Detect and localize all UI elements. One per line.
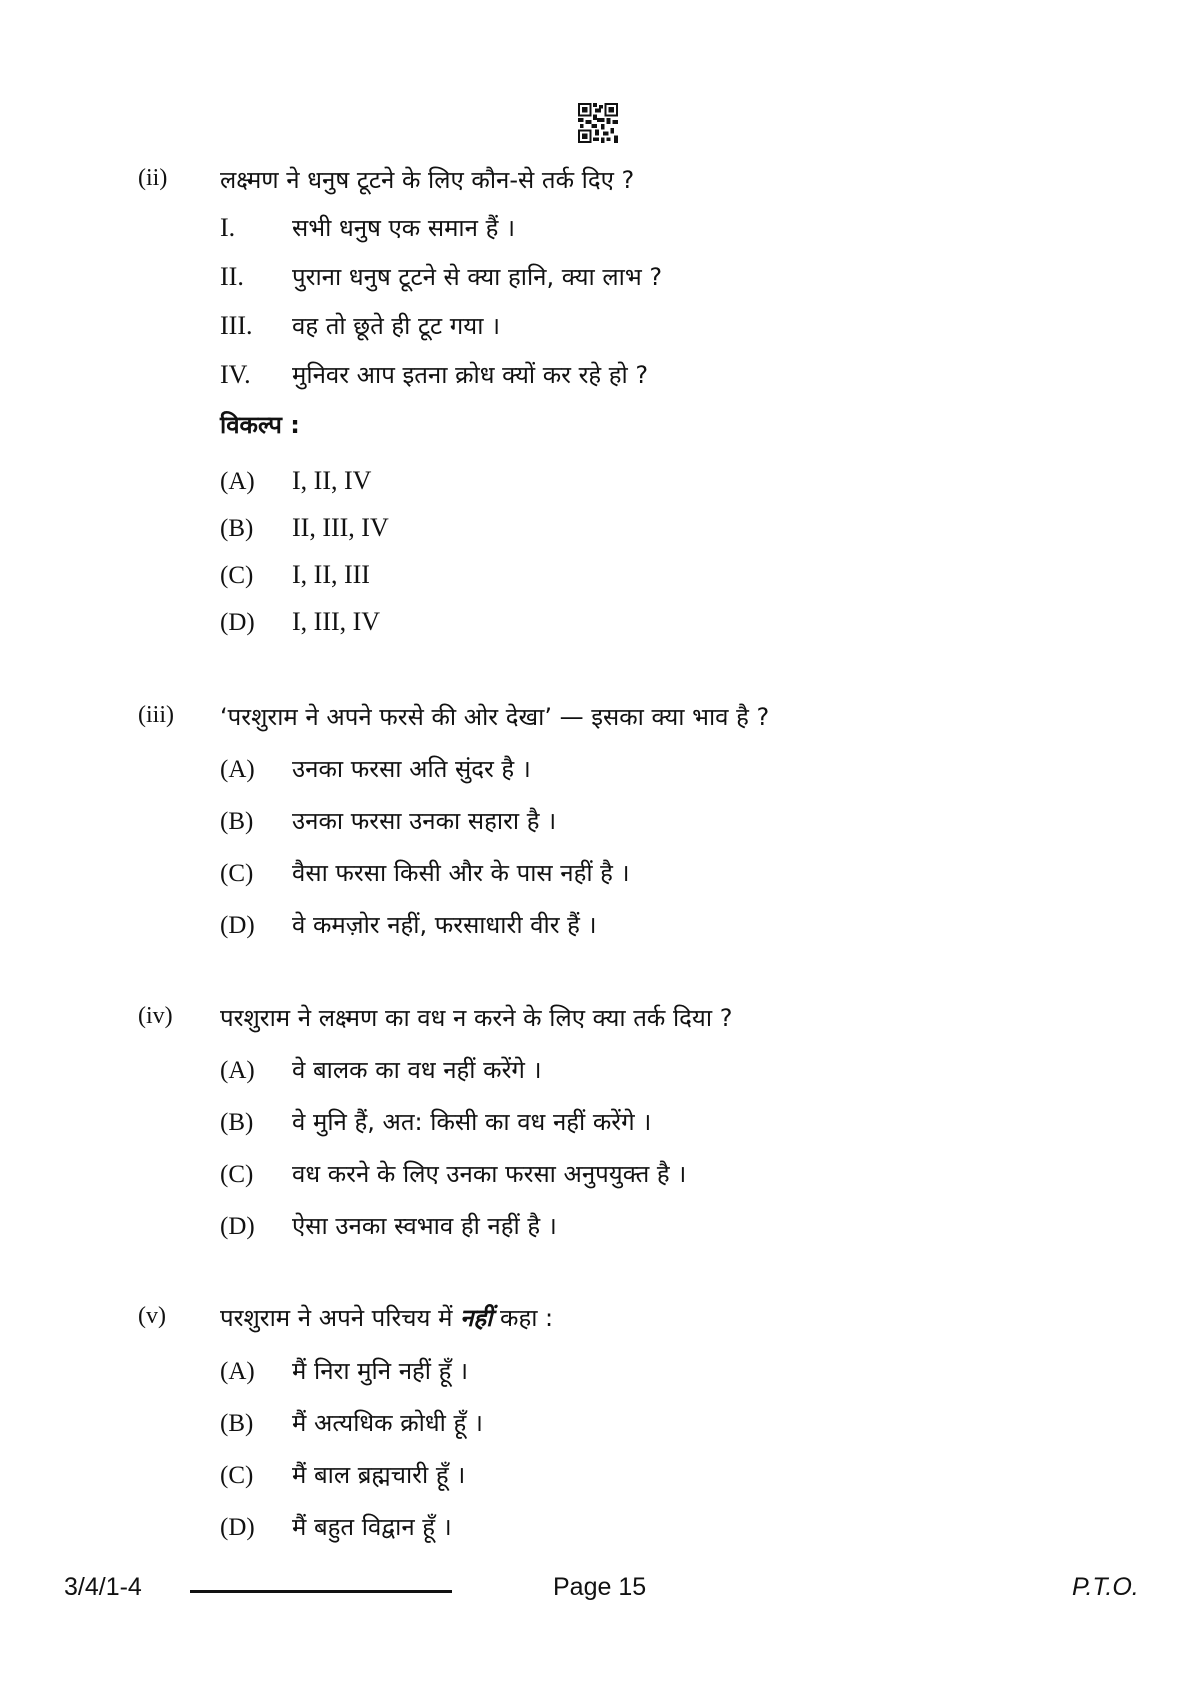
option-label: (D) [220, 1514, 255, 1541]
statement-text: मुनिवर आप इतना क्रोध क्यों कर रहे हो ? [292, 361, 649, 389]
option-text: I, II, III [292, 560, 370, 589]
option-d[interactable] [220, 908, 597, 941]
option-label: (D) [220, 1213, 255, 1240]
option-text: वे बालक का वध नहीं करेंगे । [292, 1056, 542, 1084]
statement-i [220, 211, 515, 244]
question-number: (ii) [138, 165, 168, 191]
question-text-after: कहा : [500, 1304, 554, 1332]
option-b[interactable] [220, 804, 556, 837]
question-text: लक्ष्मण ने धनुष टूटने के लिए कौन-से तर्क दिए ? [220, 166, 635, 194]
statement-ii [220, 260, 662, 293]
paper-code: 3/4/1-4 [64, 1573, 142, 1601]
option-b[interactable] [220, 513, 389, 543]
option-a[interactable] [220, 1354, 468, 1387]
option-label: (C) [220, 860, 254, 887]
statement-label: III. [220, 311, 253, 340]
question-number: (iii) [138, 702, 174, 728]
option-text: मैं अत्यधिक क्रोधी हूँ । [292, 1409, 483, 1437]
statement-text: वह तो छूते ही टूट गया । [292, 312, 501, 340]
option-c[interactable] [220, 1157, 686, 1190]
option-text: I, III, IV [292, 607, 381, 636]
question-text-emphasis: नहीं [460, 1304, 493, 1332]
option-b[interactable] [220, 1105, 651, 1138]
question-text [220, 1301, 553, 1334]
option-d[interactable] [220, 1209, 557, 1242]
option-c[interactable] [220, 560, 370, 590]
page-number: Page 15 [553, 1573, 647, 1601]
option-text: मैं बाल ब्रह्मचारी हूँ । [292, 1461, 466, 1489]
option-text: वे मुनि हैं, अत: किसी का वध नहीं करेंगे । [292, 1108, 652, 1136]
option-a[interactable] [220, 752, 531, 785]
option-a[interactable] [220, 1053, 542, 1086]
option-label: (B) [220, 515, 254, 542]
option-text: I, II, IV [292, 466, 372, 495]
option-text: मैं बहुत विद्वान हूँ । [292, 1513, 452, 1541]
option-label: (A) [220, 1358, 255, 1385]
option-text: वे कमज़ोर नहीं, फरसाधारी वीर हैं । [292, 911, 597, 939]
statement-label: II. [220, 262, 244, 291]
options-heading: विकल्प : [220, 411, 300, 439]
option-b[interactable] [220, 1406, 483, 1439]
statement-label: IV. [220, 360, 251, 389]
option-label: (A) [220, 468, 255, 495]
option-a[interactable] [220, 466, 371, 496]
qr-code-icon [578, 103, 618, 143]
option-d[interactable] [220, 607, 380, 637]
option-text: मैं निरा मुनि नहीं हूँ । [292, 1357, 469, 1385]
option-label: (A) [220, 1057, 255, 1084]
option-d[interactable] [220, 1510, 452, 1543]
option-text: उनका फरसा उनका सहारा है । [292, 807, 557, 835]
option-text: ऐसा उनका स्वभाव ही नहीं है । [292, 1212, 557, 1240]
option-text: वध करने के लिए उनका फरसा अनुपयुक्त है । [292, 1160, 687, 1188]
option-label: (B) [220, 1410, 254, 1437]
option-label: (D) [220, 912, 255, 939]
footer-divider [190, 1590, 452, 1593]
option-label: (A) [220, 756, 255, 783]
option-text: उनका फरसा अति सुंदर है । [292, 755, 531, 783]
option-label: (B) [220, 1109, 254, 1136]
statement-text: सभी धनुष एक समान हैं । [292, 214, 516, 242]
question-text: ‘परशुराम ने अपने फरसे की ओर देखा’ — इसका क्या भाव है ? [220, 703, 770, 731]
statement-label: I. [220, 213, 236, 242]
question-text: परशुराम ने लक्ष्मण का वध न करने के लिए क्या तर्क दिया ? [220, 1004, 733, 1032]
question-text-before: परशुराम ने अपने परिचय में [220, 1304, 453, 1332]
option-label: (C) [220, 562, 254, 589]
statement-text: पुराना धनुष टूटने से क्या हानि, क्या लाभ ? [292, 263, 663, 291]
question-number: (iv) [138, 1003, 173, 1029]
question-number: (v) [138, 1303, 166, 1329]
statement-iii [220, 309, 500, 342]
option-label: (C) [220, 1462, 254, 1489]
option-c[interactable] [220, 1458, 465, 1491]
option-text: वैसा फरसा किसी और के पास नहीं है । [292, 859, 630, 887]
option-label: (C) [220, 1161, 254, 1188]
option-label: (D) [220, 609, 255, 636]
statement-iv [220, 358, 648, 391]
option-label: (B) [220, 808, 254, 835]
option-text: II, III, IV [292, 513, 389, 542]
option-c[interactable] [220, 856, 630, 889]
pto-note: P.T.O. [1072, 1573, 1139, 1601]
